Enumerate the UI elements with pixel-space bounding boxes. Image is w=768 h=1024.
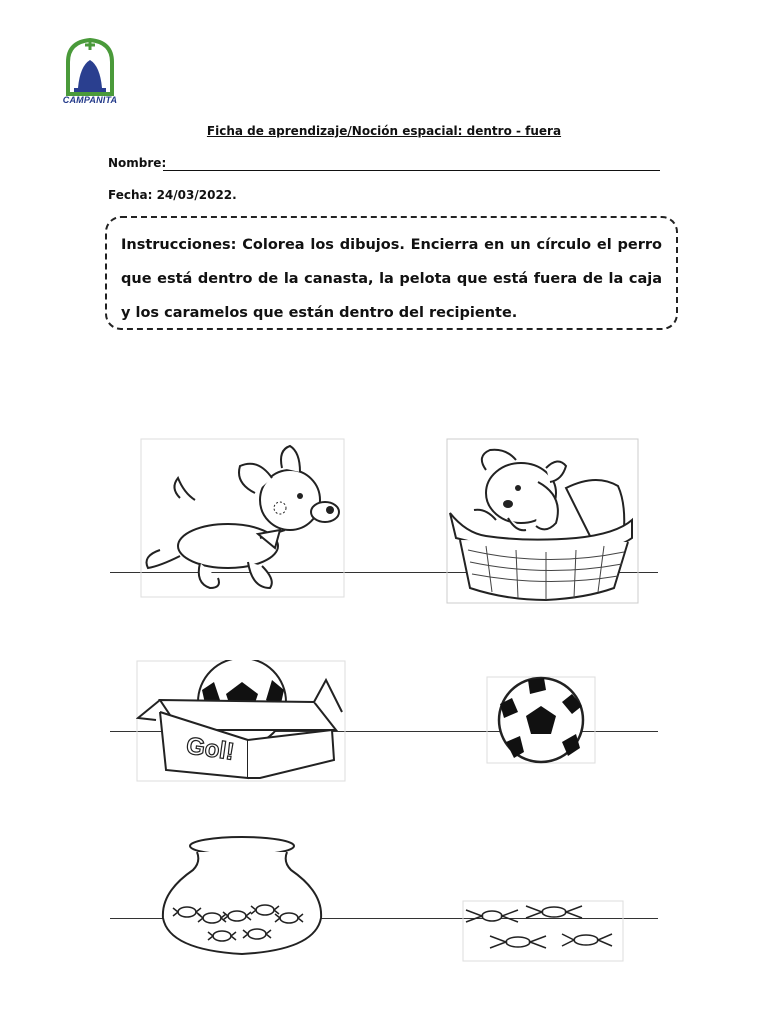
dog-in-basket-icon xyxy=(446,438,639,604)
ball-in-box-icon xyxy=(136,660,346,782)
name-label: Nombre: xyxy=(108,156,167,170)
loose-candies-picture[interactable] xyxy=(462,900,624,962)
worksheet-title: Ficha de aprendizaje/Noción espacial: dentro - fuera xyxy=(206,124,562,138)
instructions-text: Instrucciones: Colorea los dibujos. Encierra en un círculo el perro que está dentro de la canasta, la pelota que está fuera de la caja y los caramelos que están dentro del recipiente. xyxy=(121,237,662,321)
logo-label: CAMPANITA xyxy=(62,95,118,105)
loose-candies-icon xyxy=(462,900,624,962)
dog-walking-icon xyxy=(140,438,345,598)
instructions-box xyxy=(105,216,678,330)
candy-jar-picture[interactable] xyxy=(157,832,327,958)
date-label: Fecha: 24/03/2022. xyxy=(108,188,237,202)
name-blank-line[interactable] xyxy=(163,170,660,171)
dog-walking-picture[interactable] xyxy=(140,438,345,598)
soccer-ball-icon xyxy=(486,676,596,764)
soccer-ball-picture[interactable] xyxy=(486,676,596,764)
box-label: Gol! xyxy=(184,732,236,766)
candy-jar-icon xyxy=(157,832,327,958)
ball-in-box-picture[interactable] xyxy=(136,660,346,782)
dog-in-basket-picture[interactable] xyxy=(446,438,639,604)
